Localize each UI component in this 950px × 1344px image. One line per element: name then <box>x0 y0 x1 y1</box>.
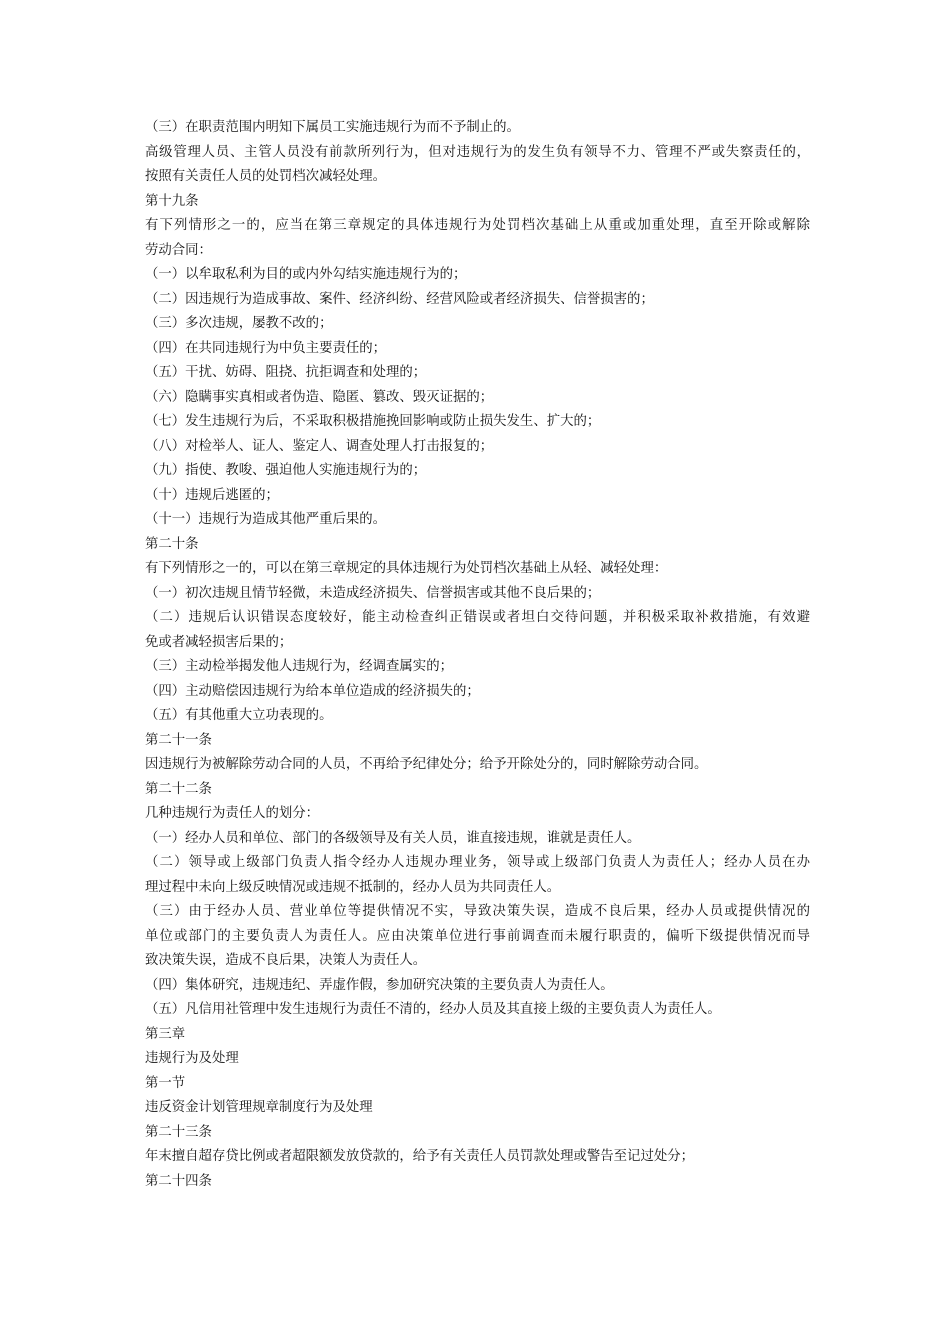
text-line: 理过程中未向上级反映情况或违规不抵制的，经办人员为共同责任人。 <box>145 879 561 895</box>
text-line: （九）指使、教唆、强迫他人实施违规行为的； <box>145 463 427 478</box>
text-line: 年末擅自超存贷比例或者超限额发放贷款的，给予有关责任人员罚款处理或警告至记过处分； <box>145 1149 695 1164</box>
text-line: 有下列情形之一的，可以在第三章规定的具体违规行为处罚档次基础上从轻、减轻处理： <box>145 561 668 576</box>
text-line: 高级管理人员、主管人员没有前款所列行为，但对违规行为的发生负有领导不力、管理不严或失察责任的， <box>145 144 810 160</box>
text-line: （二）因违规行为造成事故、案件、经济纠纷、经营风险或者经济损失、信誉损害的； <box>145 291 654 307</box>
text-line: （四）在共同违规行为中负主要责任的； <box>145 340 387 356</box>
text-line: 第十九条 <box>145 193 199 209</box>
text-line: （三）多次违规，屡教不改的； <box>145 316 333 331</box>
text-line: 第二十一条 <box>145 732 212 748</box>
text-line: （二）违规后认识错误态度较好，能主动检查纠正错误或者坦白交待问题，并积极采取补救措施，有效避 <box>145 610 810 625</box>
text-line: （一）经办人员和单位、部门的各级领导及有关人员，谁直接违规，谁就是责任人。 <box>145 830 641 846</box>
text-line: （五）干扰、妨碍、阻挠、抗拒调查和处理的； <box>145 365 427 380</box>
document-body <box>145 116 810 1194</box>
text-line: （五）有其他重大立功表现的。 <box>145 708 333 723</box>
text-line: （四）主动赔偿因违规行为给本单位造成的经济损失的； <box>145 683 480 699</box>
text-line: （六）隐瞒事实真相或者伪造、隐匿、篡改、毁灭证据的； <box>145 389 494 405</box>
text-line: （三）主动检举揭发他人违规行为，经调查属实的； <box>145 659 453 674</box>
text-line: （一）以牟取私利为目的或内外勾结实施违规行为的； <box>145 267 467 282</box>
text-line: （五）凡信用社管理中发生违规行为责任不清的，经办人员及其直接上级的主要负责人为责任人。 <box>145 1002 721 1017</box>
text-line: 第二十三条 <box>145 1124 212 1140</box>
text-line: （三）在职责范围内明知下属员工实施违规行为而不予制止的。 <box>145 120 520 135</box>
text-line: 致决策失误，造成不良后果，决策人为责任人。 <box>145 953 427 968</box>
text-line: （八）对检举人、证人、鉴定人、调查处理人打击报复的； <box>145 438 494 454</box>
text-line: 第一节 <box>145 1075 186 1091</box>
text-line: 第二十条 <box>145 536 199 552</box>
text-line: 免或者减轻损害后果的； <box>145 634 293 650</box>
text-line: 因违规行为被解除劳动合同的人员，不再给予纪律处分；给予开除处分的，同时解除劳动合同。 <box>145 757 708 772</box>
text-line: 违反资金计划管理规章制度行为及处理 <box>145 1100 373 1115</box>
text-line: 按照有关责任人员的处罚档次减轻处理。 <box>145 169 387 184</box>
text-line: 有下列情形之一的，应当在第三章规定的具体违规行为处罚档次基础上从重或加重处理，直至开除或解除 <box>145 218 810 233</box>
text-line: （二）领导或上级部门负责人指令经办人违规办理业务，领导或上级部门负责人为责任人；经办人员在办 <box>145 855 810 870</box>
text-line: 第三章 <box>145 1026 186 1042</box>
text-line: （一）初次违规且情节轻微，未造成经济损失、信誉损害或其他不良后果的； <box>145 585 601 601</box>
text-line: 单位或部门的主要负责人为责任人。应由决策单位进行事前调查而未履行职责的，偏听下级提供情况而导 <box>145 928 810 944</box>
text-line: 几种违规行为责任人的划分： <box>145 806 320 821</box>
text-line: 第二十二条 <box>145 781 212 797</box>
text-line: 违规行为及处理 <box>145 1051 239 1066</box>
text-line: （三）由于经办人员、营业单位等提供情况不实，导致决策失误，造成不良后果，经办人员或提供情况的 <box>145 904 810 919</box>
text-line: 第二十四条 <box>145 1173 212 1189</box>
text-line: （七）发生违规行为后，不采取积极措施挽回影响或防止损失发生、扩大的； <box>145 414 601 429</box>
text-line: 劳动合同： <box>145 242 212 258</box>
text-line: （十一）违规行为造成其他严重后果的。 <box>145 512 387 527</box>
text-line: （十）违规后逃匿的； <box>145 487 279 503</box>
text-line: （四）集体研究，违规违纪、弄虚作假，参加研究决策的主要负责人为责任人。 <box>145 977 614 993</box>
